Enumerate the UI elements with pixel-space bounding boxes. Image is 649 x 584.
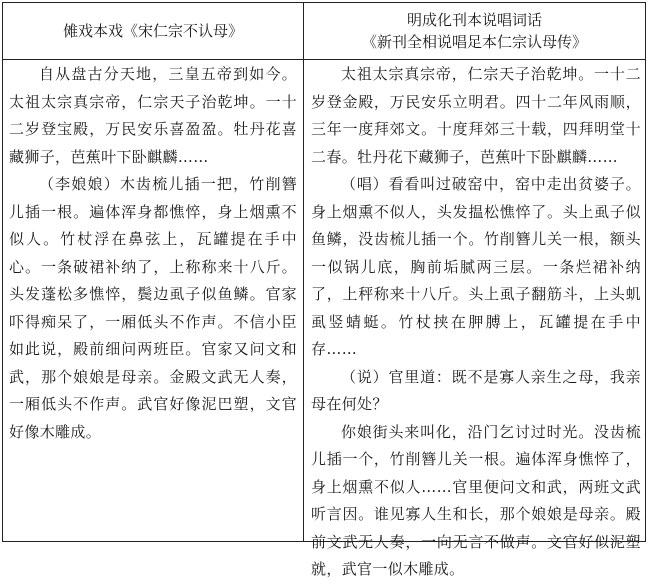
right-column-header (304, 3, 645, 59)
right-paragraph: （说）官里道：既不是寡人亲生之母，我亲母在何处？ (311, 367, 641, 413)
right-header-subtitle: 《新刊全相说唱足本仁宗认母传》 (361, 33, 587, 51)
left-paragraph: （李娘娘）木齿梳儿插一把，竹削簪儿插一根。遍体浑身都憔悴，身上烟熏不似人。竹杖浮在鼻弦上，瓦罐提在手中心。一条破裙补纳了，上称称来十八斤。头发蓬松多憔悴，鬓边虱子似鱼鳞。官家吓得痴呆了，一厢低头不作声。不信小臣如此说，殿前细问两班臣。官家又问文和武，那个娘娘是母亲。金殿文武无人奏，一厢低头不作声。武官好像泥巴塑，文官好像木雕成。 (9, 175, 297, 441)
right-paragraph: 你娘街头来叫化，沿门乞讨过时光。没齿梳儿插一个，竹削簪儿关一根。遍体浑身憔悴了，身上烟熏不似人……官里便问文和武，两班文武听言因。谁见寡人生和长，那个娘娘是母亲。殿前文武无人奏，一向无言不做声。文官好似泥塑就，武官一似木雕成。 (311, 422, 641, 578)
right-header-title: 明成化刊本说唱词话 (406, 11, 542, 29)
right-column-text (311, 61, 641, 578)
left-paragraph: 自从盘古分天地，三皇五帝到如今。太祖太宗真宗帝，仁宗天子治乾坤。一十二岁登宝殿，万民安乐喜盈盈。牡丹花喜藏狮子，芭蕉叶下卧麒麟…… (9, 65, 297, 166)
right-paragraph: （唱）看看叫过破窑中，窑中走出贫婆子。身上烟熏不似人，头发揾松憔悴了。头上虱子似鱼鳞，没齿梳儿插一个。竹削簪儿关一根，额头一似锅儿底，胸前垢腻两三层。一条烂裙补纳了，上秤称来十八斤。头上虱子翻筋斗，上头虮虱竖蜻蜓。竹杖挟在胛膊上，瓦罐提在手中存…… (311, 175, 641, 358)
column-divider (303, 3, 304, 541)
left-header-title: 傩戏本戏《宋仁宗不认母》 (62, 22, 243, 40)
left-column-header (3, 3, 303, 59)
header-divider (3, 59, 645, 60)
right-paragraph: 太祖太宗真宗帝，仁宗天子治乾坤。一十二岁登金殿，万民安乐立明君。四十二年风雨顺，三年一度拜郊文。十度拜郊三十载，四拜明堂十二春。牡丹花下藏狮子，芭蕉叶下卧麒麟…… (311, 65, 641, 166)
left-column-text (9, 61, 297, 539)
comparison-table (2, 2, 646, 578)
